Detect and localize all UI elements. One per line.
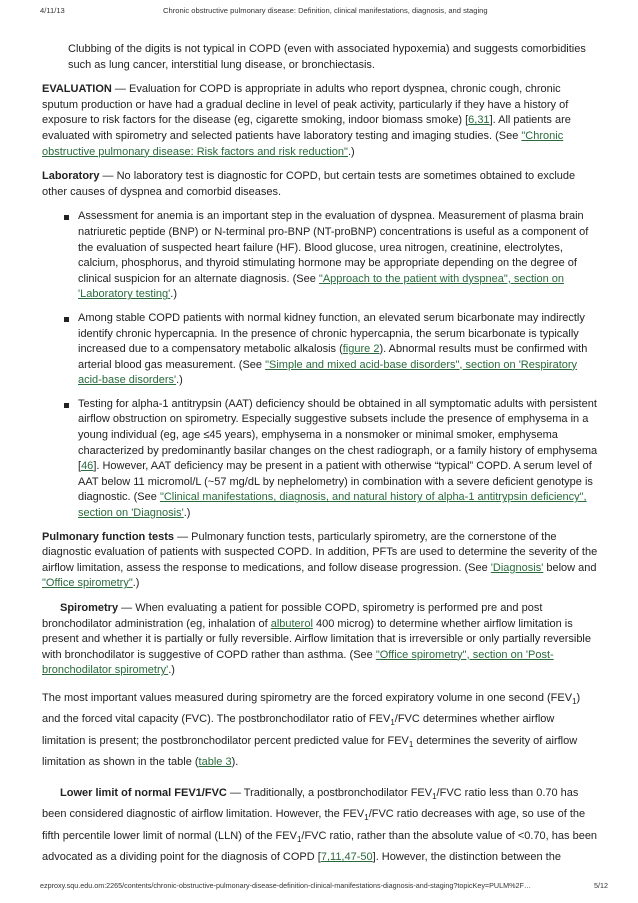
acid-base-link[interactable]: "Simple and mixed acid-base disorders", section on 'Respiratory acid-base disorders' [78,358,578,387]
dyspnea-lab-testing-link[interactable]: "Approach to the patient with dyspnea", section on 'Laboratory testing' [78,272,564,301]
list-item: Testing for alpha-1 antitrypsin (AAT) deficiency should be obtained in all symptomatic adults with persistent airflow obstruction on spirometry. Especially suggestive subsets include the presence of emphysema in a young individual (eg, age ≤45 years), emphysema in a nonsmoker or minimal smoker, emphysema characterized by predominantly basilar changes on the chest radiograph, or a family history of emphysema [46]. However, AAT deficiency may be present in a patient with otherwise “typical” COPD. A serum level of AAT below 11 micromol/L (~57 mg/dL by nephelometry) in combination with a severe deficient genotype is diagnostic. (See "Clinical manifestations, diagnosis, and natural history of alpha-1 antitrypsin deficiency", section on 'Diagnosis'.) [78,397,598,522]
pft-heading: Pulmonary function tests [42,530,175,543]
lln-heading: Lower limit of normal FEV1/FVC [60,786,227,799]
reference-link[interactable]: 7,11,47-50 [320,851,373,864]
copd-risk-factors-link[interactable]: "Chronic obstructive pulmonary disease: Risk factors and risk reduction" [42,129,564,158]
page-header [0,6,638,20]
pft-paragraph: Pulmonary function tests — Pulmonary function tests, particularly spirometry, are the cornerstone of the diagnostic evaluation of patients with suspected COPD. In addition, PFTs are used to determine the severity of the airflow limitation, assess the response to medications, and follow disease progression. (See 'Diagnosis' below and "Office spirometry".) [42,530,598,590]
evaluation-heading: EVALUATION [42,83,112,96]
spirometry-heading: Spirometry [60,602,119,614]
header-date: 4/11/13 [40,6,65,15]
laboratory-paragraph: Laboratory — No laboratory test is diagnostic for COPD, but certain tests are sometimes obtained to exclude other causes of dyspnea and comorbid diseases. [42,170,576,198]
lln-paragraph: Lower limit of normal FEV1/FVC — Traditionally, a postbronchodilator $FEV_1$/FVC ratio less than 0.70 has been considered diagnostic of airflow limitation. However, the $FEV_1$/FVC ratio decreases with age, so use of the fifth percentile lower limit of normal (LLN) of the $FEV_1$/FVC ratio, rather than the absolute value of <0.70, has been advocated as a dividing point for the diagnosis of COPD [7,11,47-50]. However, the distinction between the [42,786,598,864]
reference-link[interactable]: 46 [81,460,94,473]
laboratory-bullet-list [42,209,598,521]
table-link[interactable]: table 3 [198,756,232,769]
spirometry-paragraph: Spirometry — When evaluating a patient for possible COPD, spirometry is performed pre and post bronchodilator administration (eg, inhalation of albuterol 400 microg) to determine whether airflow limitation is present and whether it is partially or fully reversible. Airflow limitation that is irreversible or only partially reversible with bronchodilator is suggestive of COPD rather than asthma. (See "Office spirometry", section on 'Post-bronchodilator spirometry'.) [42,602,591,677]
list-item: Among stable COPD patients with normal kidney function, an elevated serum bicarbonate may indirectly identify chronic hypercapnia. In the presence of chronic hypercapnia, the serum bicarbonate is typically increased due to a compensatory metabolic alkalosis (figure 2). Abnormal results must be confirmed with arterial blood gas measurement. (See "Simple and mixed acid-base disorders", section on 'Respiratory acid-base disorders'.) [78,311,598,389]
laboratory-heading: Laboratory [42,170,100,183]
reference-link[interactable]: 6,31 [468,114,490,127]
header-title: Chronic obstructive pulmonary disease: Definition, clinical manifestations, diagnosis, and staging [163,6,488,15]
post-bronchodilator-link[interactable]: "Office spirometry", section on 'Post-bronchodilator spirometry' [42,648,554,677]
office-spirometry-link[interactable]: "Office spirometry" [42,577,133,590]
article-body [42,42,598,878]
diagnosis-link[interactable]: 'Diagnosis' [490,561,544,574]
clubbing-paragraph: Clubbing of the digits is not typical in COPD (even with associated hypoxemia) and suggests comorbidities such as lung cancer, interstitial lung disease, or bronchiectasis. [68,43,586,71]
evaluation-paragraph: EVALUATION — Evaluation for COPD is appropriate in adults who report dyspnea, chronic cough, chronic sputum production or have had a gradual decline in level of peak activity, particularly if they have a history of exposure to risk factors for the disease (eg, cigarette smoking, indoor biomass smoke) [6,31]. All patients are evaluated with spirometry and selected patients have laboratory testing and imaging studies. (See "Chronic obstructive pulmonary disease: Risk factors and risk reduction".) [42,83,571,158]
page-footer [0,881,638,895]
page-number: 5/12 [594,881,608,890]
albuterol-link[interactable]: albuterol [270,617,313,630]
aat-deficiency-link[interactable]: "Clinical manifestations, diagnosis, and natural history of alpha-1 antitrypsin deficiency", section on 'Diagnosis' [78,491,587,520]
list-item: Assessment for anemia is an important step in the evaluation of dyspnea. Measurement of plasma brain natriuretic peptide (BNP) or N-terminal pro-BNP (NT-proBNP) concentrations is useful as a component of the evaluation of suspected heart failure (HF). Blood glucose, urea nitrogen, creatinine, electrolytes, calcium, phosphorus, and thyroid stimulating hormone may be appropriate depending on the degree of clinical suspicion for an alternate diagnosis. (See "Approach to the patient with dyspnea", section on 'Laboratory testing'.) [78,209,598,303]
footer-url: ezproxy.squ.edu.om:2265/contents/chronic-obstructive-pulmonary-disease-definition-clinical-manifestations-diagnosis-and-staging?topicKey=PULM%2F… [40,881,532,890]
spirometry-values-paragraph: The most important values measured during spirometry are the forced expiratory volume in one second $(FEV_1)$ and the forced vital capacity (FVC). The postbronchodilator ratio of $FEV_1$/FVC determines whether airflow limitation is present; the postbronchodilator percent predicted value for $FEV_1$ determines the severity of airflow limitation as shown in the table (table 3). [42,691,581,769]
figure-link[interactable]: figure 2 [342,343,380,356]
